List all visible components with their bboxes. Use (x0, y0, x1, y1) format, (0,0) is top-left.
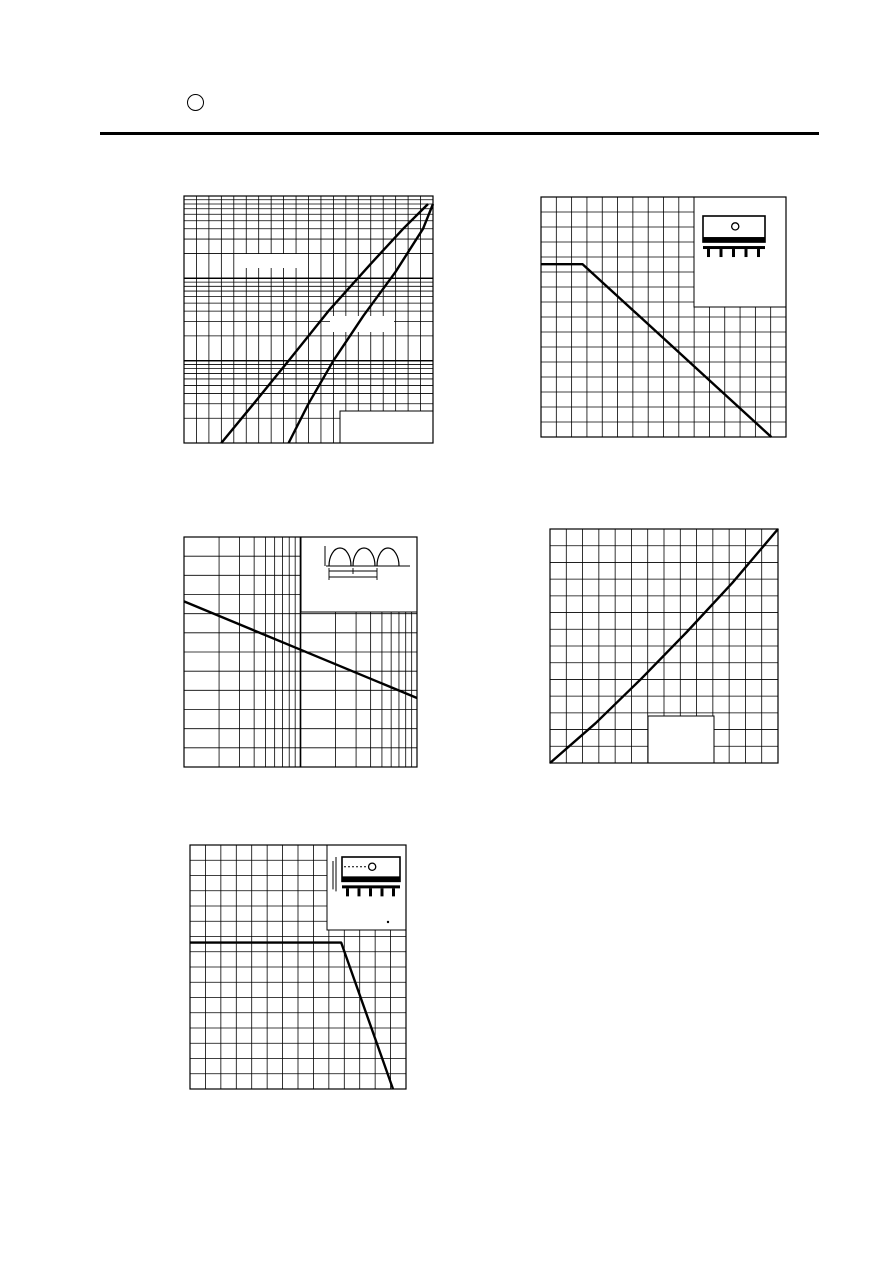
package-lead (346, 888, 349, 896)
legend-box (340, 411, 433, 443)
chart-power-dissipation (550, 529, 778, 763)
inset-box (301, 537, 417, 612)
package-band (703, 237, 765, 242)
package-band (342, 876, 400, 881)
chart-surge-cycles (184, 537, 417, 767)
dot-mark (387, 921, 389, 923)
package-hole (732, 223, 739, 230)
package-lead (732, 249, 735, 257)
chart-derating-ta (190, 845, 406, 1089)
legend-box (236, 254, 306, 268)
package-lead (392, 888, 395, 896)
legend-box (648, 716, 714, 763)
package-lead (358, 888, 361, 896)
package-base (342, 885, 400, 888)
chart-derating-tc (541, 197, 786, 437)
chart-forward-characteristic (184, 196, 433, 443)
package-lead (757, 249, 760, 257)
package-lead (707, 249, 710, 257)
package-hole (369, 863, 376, 870)
package-base (703, 246, 765, 249)
package-lead (720, 249, 723, 257)
package-lead (745, 249, 748, 257)
package-lead (381, 888, 384, 896)
package-lead (369, 888, 372, 896)
